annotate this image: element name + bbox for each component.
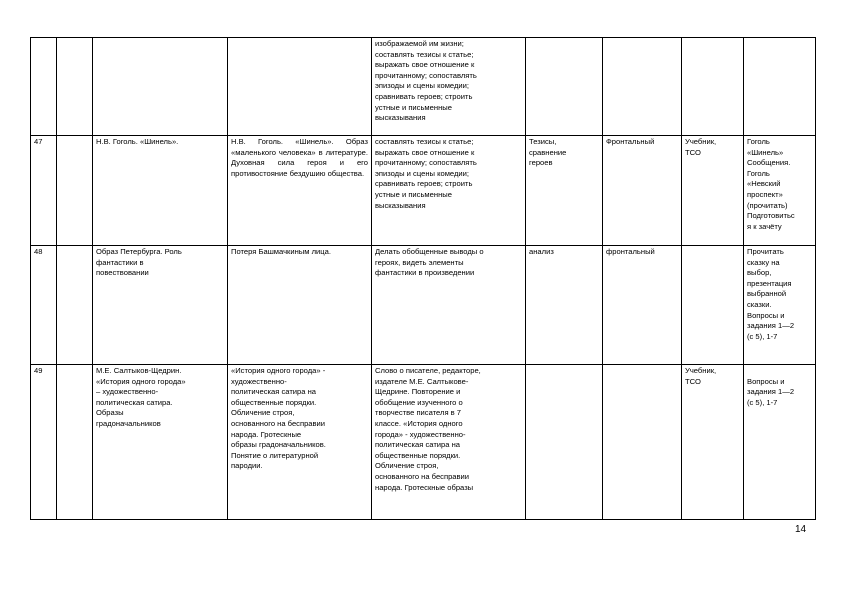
table-row <box>31 246 816 365</box>
lesson-skills-cell: Слово о писателе, редакторе, издателе М.Е. Салтыкове- Щедрине. Повторение и обобщение изученного о творчестве писателя в 7 классе. «История одного города» - художественно- политическая сатира на общественные порядки. Обличение строя, основанного на бесправии народа. Гротескные образы <box>372 365 526 520</box>
lesson-date-cell <box>57 136 93 246</box>
lesson-date-cell <box>57 38 93 136</box>
lesson-homework-cell: Прочитать сказку на выбор, презентация выбранной сказки. Вопросы и задания 1—2 (с 5), 1-7 <box>744 246 816 365</box>
lesson-number-cell: 47 <box>31 136 57 246</box>
lesson-skills-cell: составлять тезисы к статье; выражать свое отношение к прочитанному; сопоставлять эпизоды и сцены комедии; сравнивать героев; строить устные и письменные высказывания <box>372 136 526 246</box>
lesson-number-cell: 48 <box>31 246 57 365</box>
lesson-means-cell <box>682 246 744 365</box>
lesson-form-cell <box>526 365 603 520</box>
lesson-form-cell: Тезисы, сравнение героев <box>526 136 603 246</box>
lesson-date-cell <box>57 246 93 365</box>
lesson-means-cell: Учебник, ТСО <box>682 365 744 520</box>
lesson-control-cell <box>603 365 682 520</box>
lesson-content-cell: Н.В. Гоголь. «Шинель». Образ «маленького человека» в литературе. Духовная сила героя и его противостояние бездушию общества. <box>228 136 372 246</box>
lesson-skills-cell: изображаемой им жизни; составлять тезисы к статье; выражать свое отношение к прочитанному; сопоставлять эпизоды и сцены комедии; сравнивать героев; строить устные и письменные высказывания <box>372 38 526 136</box>
lesson-control-cell: Фронтальный <box>603 136 682 246</box>
lesson-topic-cell <box>93 38 228 136</box>
lesson-homework-cell: Вопросы и задания 1—2 (с 5), 1-7 <box>744 365 816 520</box>
lesson-content-cell: «История одного города» - художественно- политическая сатира на общественные порядки. Обличение строя, основанного на бесправии народа. Гротескные образы градоначальников. Понятие о литературной пародии. <box>228 365 372 520</box>
lesson-means-cell: Учебник, ТСО <box>682 136 744 246</box>
lesson-control-cell <box>603 38 682 136</box>
lesson-form-cell <box>526 38 603 136</box>
lesson-form-cell: анализ <box>526 246 603 365</box>
page-number: 14 <box>795 524 807 535</box>
lesson-date-cell <box>57 365 93 520</box>
lesson-number-cell <box>31 38 57 136</box>
lesson-number-cell: 49 <box>31 365 57 520</box>
lesson-content-cell <box>228 38 372 136</box>
lesson-homework-cell: Гоголь «Шинель» Сообщения. Гоголь «Невский проспект» (прочитать) Подготовитьс я к зачёту <box>744 136 816 246</box>
lesson-content-cell: Потеря Башмачкиным лица. <box>228 246 372 365</box>
lesson-plan-table <box>30 37 816 520</box>
lesson-skills-cell: Делать обобщенные выводы о героях, видеть элементы фантастики в произведении <box>372 246 526 365</box>
lesson-topic-cell: Н.В. Гоголь. «Шинель». <box>93 136 228 246</box>
lesson-homework-cell <box>744 38 816 136</box>
table-row <box>31 365 816 520</box>
lesson-means-cell <box>682 38 744 136</box>
lesson-control-cell: фронтальный <box>603 246 682 365</box>
table-row <box>31 136 816 246</box>
lesson-topic-cell: М.Е. Салтыков-Щедрин. «История одного города» – художественно- политическая сатира. Образы градоначальников <box>93 365 228 520</box>
table-row <box>31 38 816 136</box>
lesson-topic-cell: Образ Петербурга. Роль фантастики в повествовании <box>93 246 228 365</box>
